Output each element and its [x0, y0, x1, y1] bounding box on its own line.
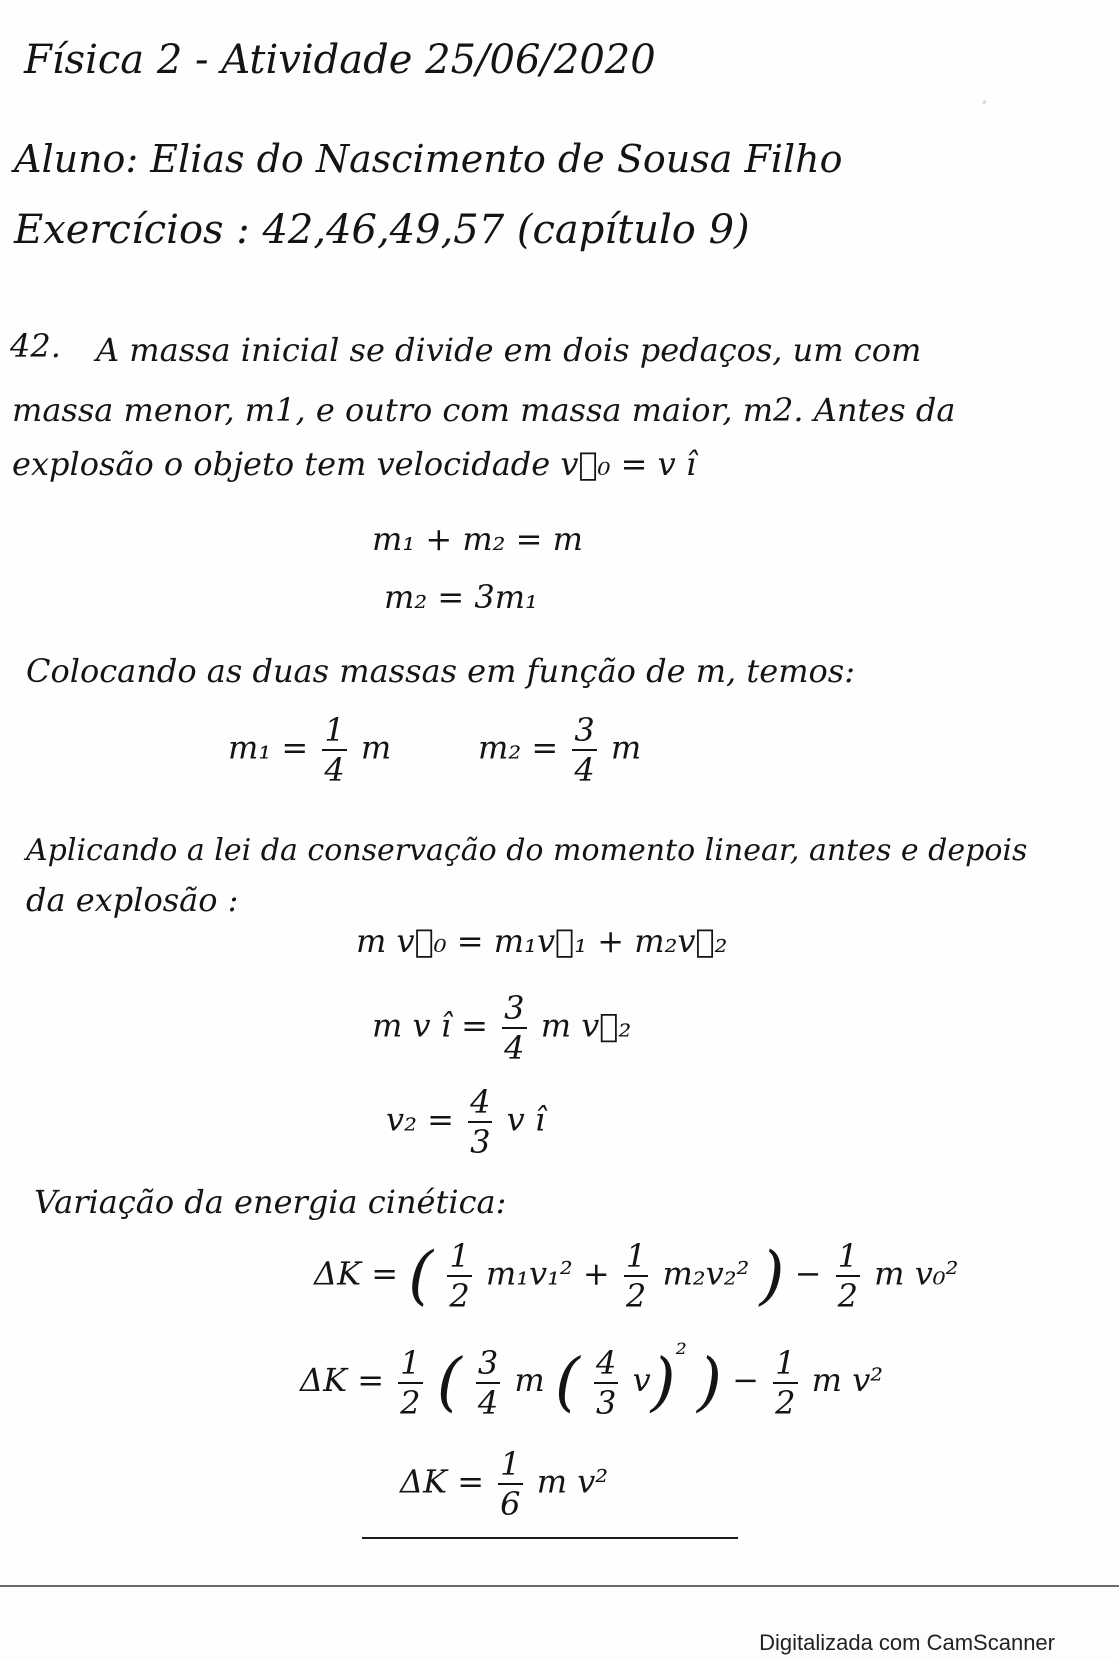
paragraph-kinetic-energy: Variação da energia cinética:	[34, 1183, 507, 1221]
dk1-term-b: m₂v₂²	[662, 1254, 750, 1293]
dk1-lhs: ΔK =	[314, 1254, 398, 1293]
fraction-one-quarter: $\frac{1}{4}$	[324, 711, 345, 789]
dk3-rhs: m v²	[536, 1462, 609, 1501]
paragraph-conservation-1: Aplicando a lei da conservação do momento linear, antes e depois	[26, 833, 1028, 868]
eq5-lhs: v₂ =	[386, 1100, 454, 1139]
intro-line-1: A massa inicial se divide em dois pedaços, um com	[96, 331, 922, 369]
fraction-one-half: $\frac{1}{2}$	[837, 1237, 858, 1315]
equation-m2	[478, 711, 642, 789]
camscanner-watermark: Digitalizada com CamScanner	[759, 1630, 1055, 1655]
dk2-velocity: v	[632, 1361, 651, 1399]
dk1-term-d: m v₀²	[874, 1254, 959, 1293]
open-paren-inner: (	[554, 1345, 580, 1420]
equation-mass-sum: m₁ + m₂ = m	[372, 520, 583, 558]
equation-delta-k-general	[314, 1237, 959, 1315]
student-name: Aluno: Elias do Nascimento de Sousa Filho	[14, 137, 843, 181]
fraction-three-quarters: $\frac{3}{4}$	[504, 989, 525, 1067]
intro-line-2: massa menor, m1, e outro com massa maior, m2. Antes da	[12, 391, 956, 429]
exercise-list: Exercícios : 42,46,49,57 (capítulo 9)	[14, 207, 750, 253]
intro-line-3: explosão o objeto tem velocidade v⃗₀ = v î	[12, 445, 697, 483]
close-paren: )	[759, 1239, 785, 1313]
equation-momentum-substituted	[372, 989, 632, 1067]
open-paren: (	[436, 1345, 462, 1420]
page-title: Física 2 - Atividade 25/06/2020	[24, 37, 656, 83]
fraction-one-half: $\frac{1}{2}$	[400, 1343, 421, 1422]
equation-m1	[228, 711, 392, 789]
dk2-lhs: ΔK =	[300, 1361, 384, 1399]
equation-mass-ratio: m₂ = 3m₁	[384, 578, 538, 616]
eq4-lhs: m v î =	[372, 1006, 488, 1045]
paragraph-masses: Colocando as duas massas em função de m, temos:	[26, 652, 855, 690]
fraction-four-thirds: $\frac{4}{3}$	[596, 1343, 617, 1422]
m1-lhs: m₁ =	[228, 728, 309, 767]
fraction-three-quarters: $\frac{3}{4}$	[477, 1343, 499, 1422]
page-edge	[0, 1585, 1119, 1587]
open-paren: (	[408, 1239, 434, 1313]
fraction-one-half: $\frac{1}{2}$	[449, 1237, 470, 1315]
eq4-rhs: m v⃗₂	[540, 1006, 632, 1045]
show-through-text: ·	[980, 86, 989, 119]
m2-rhs: m	[610, 728, 642, 767]
fraction-three-quarters: $\frac{3}{4}$	[574, 711, 595, 789]
m2-lhs: m₂ =	[478, 728, 559, 767]
dk1-minus: −	[794, 1254, 822, 1293]
m1-rhs: m	[360, 728, 392, 767]
dk1-term-a: m₁v₁² +	[485, 1254, 610, 1293]
fraction-one-half: $\frac{1}{2}$	[775, 1343, 796, 1422]
close-paren: )	[697, 1345, 722, 1420]
equation-delta-k-result	[400, 1445, 609, 1523]
paragraph-conservation-2: da explosão :	[26, 881, 239, 919]
final-underline	[362, 1537, 738, 1539]
eq5-rhs: v î	[506, 1100, 546, 1139]
fraction-one-sixth: $\frac{1}{6}$	[500, 1445, 521, 1523]
dk2-term-d: m v²	[811, 1361, 884, 1399]
exercise-number: 42.	[10, 327, 61, 365]
equation-momentum: m v⃗₀ = m₁v⃗₁ + m₂v⃗₂	[356, 922, 728, 960]
equation-v2	[386, 1083, 546, 1161]
fraction-one-half: $\frac{1}{2}$	[625, 1237, 647, 1315]
dk2-mass: m	[514, 1361, 545, 1399]
close-paren-inner: )	[650, 1345, 676, 1420]
dk3-lhs: ΔK =	[400, 1462, 484, 1501]
equation-delta-k-substituted	[300, 1337, 884, 1422]
dk2-minus: −	[732, 1361, 759, 1399]
fraction-four-thirds: $\frac{4}{3}$	[470, 1083, 491, 1161]
dk2-square: ²	[675, 1337, 687, 1370]
